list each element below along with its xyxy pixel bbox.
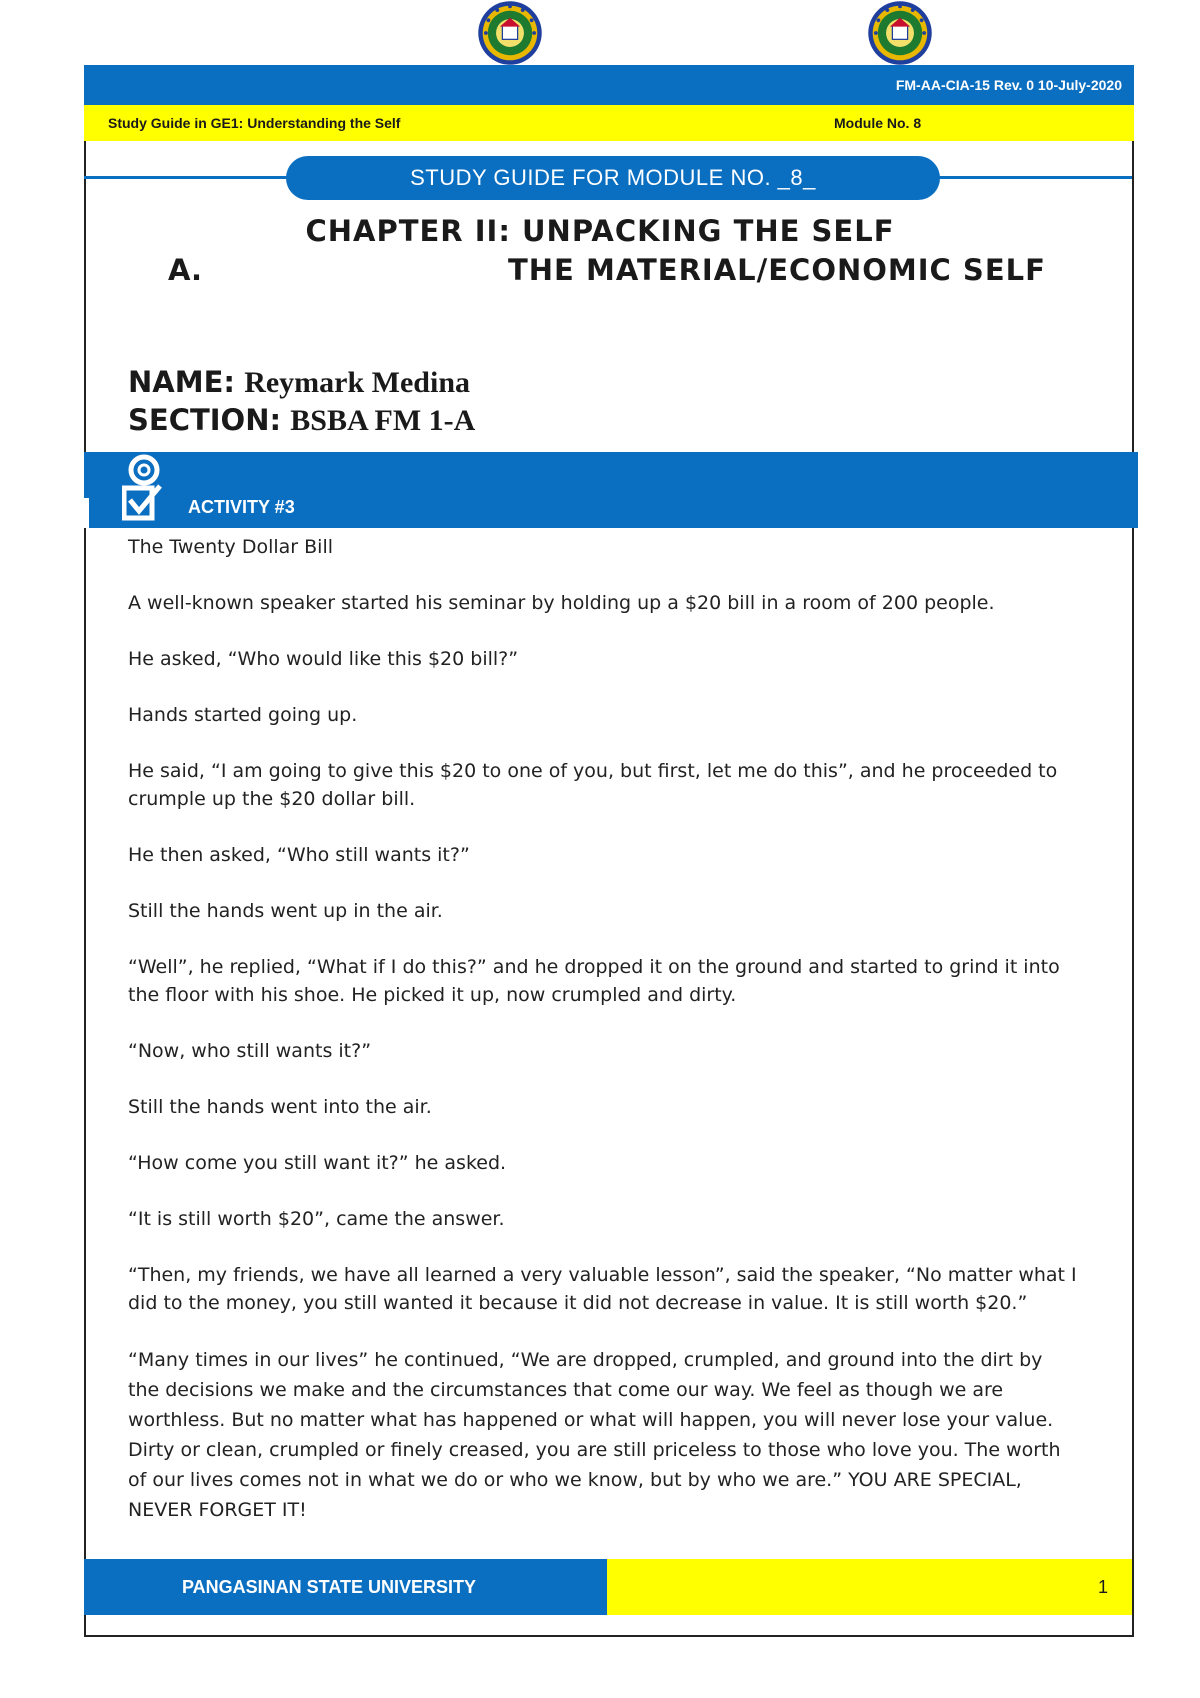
university-name: PANGASINAN STATE UNIVERSITY: [182, 1577, 477, 1597]
story-body: [128, 533, 1078, 1553]
story-paragraph: “Then, my friends, we have all learned a very valuable lesson”, said the speaker, “No matter what I did to the money, you still wanted it because it did not decrease in value. It is still worth $20.”: [128, 1264, 1077, 1314]
story-paragraph: He said, “I am going to give this $20 to one of you, but first, let me do this”, and he proceeded to crumple up the $20 dollar bill.: [128, 760, 1058, 810]
story-paragraph: “How come you still want it?” he asked.: [128, 1152, 507, 1174]
section-title: THE MATERIAL/ECONOMIC SELF: [508, 253, 1046, 287]
story-paragraph: He asked, “Who would like this $20 bill?”: [128, 648, 519, 670]
study-guide-banner: STUDY GUIDE FOR MODULE NO. _8_: [286, 156, 940, 200]
page-number: 1: [1097, 1577, 1108, 1597]
story-paragraph: Still the hands went up in the air.: [128, 900, 443, 922]
form-code: FM-AA-CIA-15 Rev. 0 10-July-2020: [895, 77, 1122, 93]
student-name: [128, 365, 470, 400]
story-paragraph: Hands started going up.: [128, 704, 358, 726]
story-paragraph: A well-known speaker started his seminar by holding up a $20 bill in a room of 200 people.: [128, 592, 995, 614]
story-paragraph: He then asked, “Who still wants it?”: [128, 844, 470, 866]
name-value: Reymark Medina: [244, 366, 471, 399]
magnifier-checkmark-icon: [122, 452, 172, 524]
module-number: Module No. 8: [834, 115, 922, 131]
student-section: [128, 403, 475, 438]
activity-bar-notch: [84, 498, 89, 528]
banner-line-right: [932, 176, 1132, 179]
section-label: SECTION:: [128, 403, 282, 437]
story-paragraph: Still the hands went into the air.: [128, 1096, 432, 1118]
story-paragraph: “Now, who still wants it?”: [128, 1040, 372, 1062]
activity-label: ACTIVITY #3: [188, 497, 295, 517]
name-label: NAME:: [128, 365, 235, 399]
section-letter: A.: [168, 253, 202, 287]
story-paragraph: “Well”, he replied, “What if I do this?” and he dropped it on the ground and started to grind it into the floor with his shoe. He picked it up, now crumpled and dirty.: [128, 956, 1060, 1006]
footer-university: [84, 1559, 607, 1615]
header-yellow-bar: [84, 105, 1134, 141]
story-title: The Twenty Dollar Bill: [128, 536, 334, 558]
footer-page: [607, 1559, 1132, 1615]
study-guide-title: Study Guide in GE1: Understanding the Self: [108, 115, 401, 131]
chapter-title: CHAPTER II: UNPACKING THE SELF: [305, 214, 895, 248]
section-value: BSBA FM 1-A: [290, 404, 476, 437]
header-blue-bar: [84, 65, 1134, 105]
university-seal-right: [848, 0, 952, 66]
banner-line-left: [84, 176, 294, 179]
story-paragraph: “It is still worth $20”, came the answer.: [128, 1208, 505, 1230]
story-paragraph: “Many times in our lives” he continued, “We are dropped, crumpled, and ground into the dirt by the decisions we make and the circumstances that come our way. We feel as though we are worthless. But no matter what has happened or what will happen, you will never lose your value. Dirty or clean, crumpled or finely creased, you are still priceless to those who love you. The worth of our lives comes not in what we do or who we know, but by who we are.” YOU ARE SPECIAL, NEVER FORGET IT!: [128, 1349, 1061, 1521]
university-seal-left: [458, 0, 562, 66]
